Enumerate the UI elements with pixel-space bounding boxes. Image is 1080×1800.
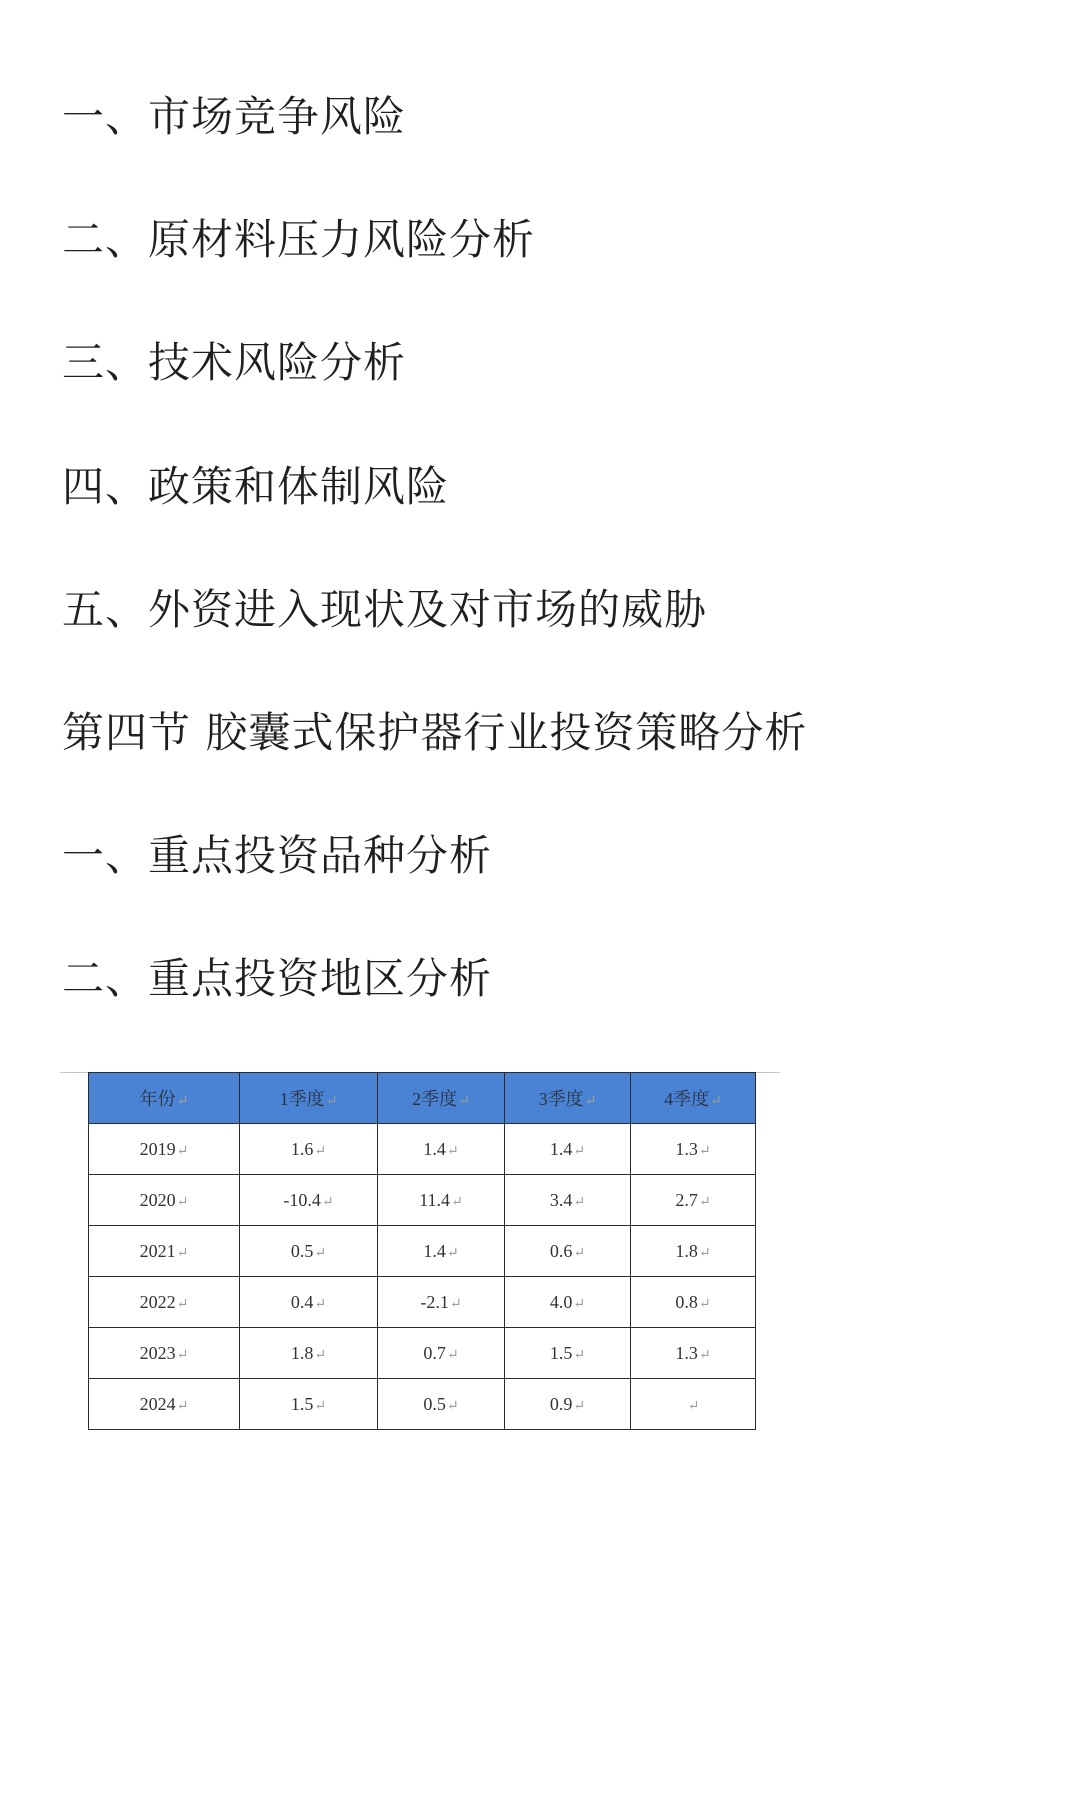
table-row bbox=[89, 1379, 756, 1430]
table-cell-year: 2019↵ bbox=[89, 1124, 240, 1175]
table-row bbox=[89, 1226, 756, 1277]
table-cell: 0.8↵ bbox=[631, 1277, 756, 1328]
table-cell-year: 2022↵ bbox=[89, 1277, 240, 1328]
table-cell: 4.0↵ bbox=[505, 1277, 631, 1328]
table-cell: 0.5↵ bbox=[378, 1379, 505, 1430]
section-heading-raw-material-risk: 二、原材料压力风险分析 bbox=[62, 215, 536, 264]
table-cell: 1.8↵ bbox=[631, 1226, 756, 1277]
section-heading-policy-risk: 四、政策和体制风险 bbox=[62, 462, 450, 511]
table-cell: -2.1↵ bbox=[378, 1277, 505, 1328]
section-heading-key-regions: 二、重点投资地区分析 bbox=[62, 954, 493, 1003]
table-row bbox=[89, 1328, 756, 1379]
table-row bbox=[89, 1124, 756, 1175]
table-cell: 1.8↵ bbox=[240, 1328, 378, 1379]
table-cell: 0.6↵ bbox=[505, 1226, 631, 1277]
table-cell: 1.4↵ bbox=[505, 1124, 631, 1175]
table-cell: -10.4↵ bbox=[240, 1175, 378, 1226]
table-header-row bbox=[89, 1073, 756, 1124]
table-cell-year: 2023↵ bbox=[89, 1328, 240, 1379]
table-cell: 0.7↵ bbox=[378, 1328, 505, 1379]
header-cell-q4: 4季度↵ bbox=[631, 1073, 756, 1124]
header-cell-q3: 3季度↵ bbox=[505, 1073, 631, 1124]
table-cell: 0.9↵ bbox=[505, 1379, 631, 1430]
table-cell-year: 2020↵ bbox=[89, 1175, 240, 1226]
header-cell-q1: 1季度↵ bbox=[240, 1073, 378, 1124]
table-cell-year: 2024↵ bbox=[89, 1379, 240, 1430]
header-cell-q2: 2季度↵ bbox=[378, 1073, 505, 1124]
table-cell: 2.7↵ bbox=[631, 1175, 756, 1226]
quarterly-data-table bbox=[88, 1072, 756, 1430]
table-cell: 0.5↵ bbox=[240, 1226, 378, 1277]
table-cell: 11.4↵ bbox=[378, 1175, 505, 1226]
section-heading-market-competition-risk: 一、市场竞争风险 bbox=[62, 92, 407, 141]
table-cell: 3.4↵ bbox=[505, 1175, 631, 1226]
table-row bbox=[89, 1175, 756, 1226]
table-cell: ↵ bbox=[631, 1379, 756, 1430]
table-cell-year: 2021↵ bbox=[89, 1226, 240, 1277]
table-cell: 0.4↵ bbox=[240, 1277, 378, 1328]
section-heading-key-products: 一、重点投资品种分析 bbox=[62, 831, 493, 880]
table-cell: 1.5↵ bbox=[240, 1379, 378, 1430]
section-heading-foreign-capital-threat: 五、外资进入现状及对市场的威胁 bbox=[62, 585, 708, 634]
header-cell-year: 年份↵ bbox=[89, 1073, 240, 1124]
table-cell: 1.3↵ bbox=[631, 1328, 756, 1379]
table-cell: 1.3↵ bbox=[631, 1124, 756, 1175]
table-cell: 1.4↵ bbox=[378, 1226, 505, 1277]
table-cell: 1.5↵ bbox=[505, 1328, 631, 1379]
table-cell: 1.4↵ bbox=[378, 1124, 505, 1175]
table-row bbox=[89, 1277, 756, 1328]
table-guide-line-left bbox=[60, 1072, 88, 1073]
section-heading-technology-risk: 三、技术风险分析 bbox=[62, 338, 407, 387]
table-cell: 1.6↵ bbox=[240, 1124, 378, 1175]
section-heading-investment-strategy: 第四节 胶囊式保护器行业投资策略分析 bbox=[62, 708, 808, 757]
